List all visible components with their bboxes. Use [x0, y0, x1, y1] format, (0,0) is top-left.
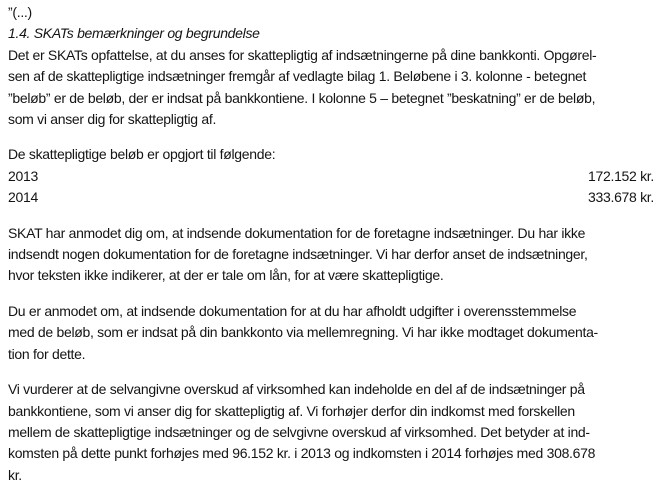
- amount-value: 333.678 kr.: [588, 189, 654, 206]
- amount-row-2013: [8, 166, 654, 187]
- para4-line-3: mellem de skattepligtige indsætninger og de selvgivne overskud af virksomhed. Det betyder at ind-: [8, 423, 590, 440]
- para2-line-1: SKAT har anmodet dig om, at indsende dokumentation for de foretagne indsætninger. Du har ikke: [8, 224, 586, 241]
- amount-row-2014: [8, 187, 654, 208]
- amount-value: 172.152 kr.: [588, 167, 654, 184]
- para4-line-2: bankkontiene, som vi anser dig for skattepligtig af. Vi forhøjer derfor din indkomst med forskellen: [8, 402, 575, 419]
- para2-line-2: indsendt nogen dokumentation for de foretagne indsætninger. Vi har derfor anset de indsætninger,: [8, 246, 588, 263]
- intro-block: [8, 2, 654, 130]
- para4-line-1: Vi vurderer at de selvangivne overskud af virksomhed kan indeholde en del af de indsætninger på: [8, 381, 585, 398]
- amounts-block: [8, 144, 654, 208]
- para4-line-5: kr.: [8, 466, 22, 483]
- para4-line-4: komsten på dette punkt forhøjes med 96.152 kr. i 2013 og indkomsten i 2014 forhøjes med 308.678: [8, 445, 596, 462]
- amount-year: 2013: [8, 167, 38, 184]
- para3-line-2: med de beløb, som er indsat på din bankkonto via mellemregning. Vi har ikke modtaget dokumenta-: [8, 324, 598, 341]
- paragraph-4: [8, 379, 654, 486]
- para1-line-1: Det er SKATs opfattelse, at du anses for skattepligtig af indsætningerne på dine bankkonti. Opgørel-: [8, 46, 597, 63]
- paragraph-3: [8, 301, 654, 365]
- paragraph-2: [8, 223, 654, 287]
- section-heading: 1.4. SKATs bemærkninger og begrundelse: [8, 25, 260, 42]
- para2-line-3: hvor teksten ikke indikerer, at der er tale om lån, for at være skattepligtige.: [8, 267, 444, 284]
- para1-line-4: som vi anser dig for skattepligtig af.: [8, 111, 217, 128]
- para1-line-3: ”beløb” er de beløb, der er indsat på bankkontiene. I kolonne 5 – betegnet ”beskatning” er de beløb,: [8, 89, 596, 106]
- para3-line-1: Du er anmodet om, at indsende dokumentation for at du har afholdt udgifter i overensstemmelse: [8, 302, 577, 319]
- quote-ellipsis-line: ”(...): [8, 4, 32, 20]
- amounts-intro: De skattepligtige beløb er opgjort til følgende:: [8, 146, 276, 163]
- amount-year: 2014: [8, 189, 38, 206]
- para3-line-3: tion for dette.: [8, 345, 86, 362]
- para1-line-2: sen af de skattepligtige indsætninger fremgår af vedlagte bilag 1. Beløbene i 3. kolonne - betegnet: [8, 68, 587, 85]
